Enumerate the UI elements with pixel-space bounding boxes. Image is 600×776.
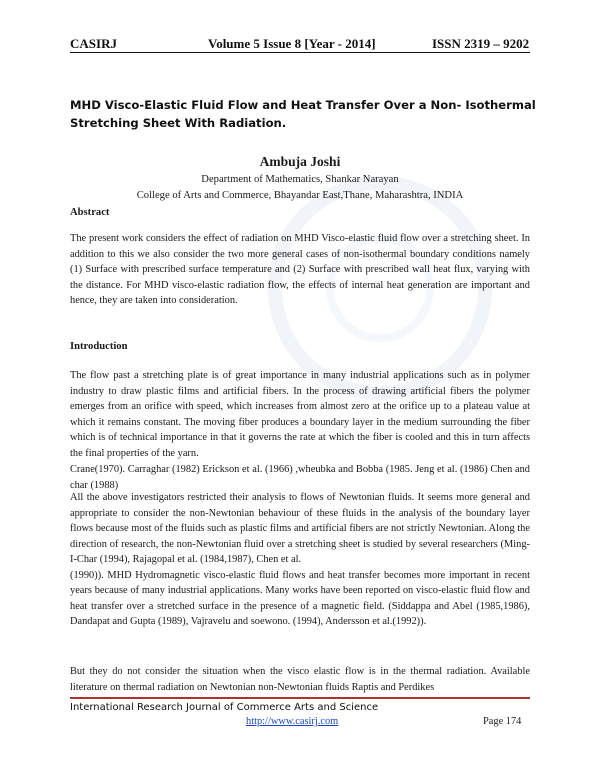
header-volume: Volume 5 Issue 8 [Year - 2014] — [208, 36, 376, 51]
intro-paragraph-1: The flow past a stretching plate is of great importance in many industrial applications such as in polymer industry to draw plastic films and artificial fibers. In the process of drawing artificial fibers the polymer emerges from an orifice with speed, which increases from almost zero at the orifice up to a plateau value at which it remains constant. The moving fiber produces a boundary layer in the medium surrounding the fiber which is of technical importance in that it governs the rate at which the fiber is cooled and this in turn affects the final properties of the yarn. — [70, 370, 530, 459]
running-header — [70, 36, 530, 53]
affiliation-college: College of Arts and Commerce, Bhayandar East,Thane, Maharashtra, INDIA — [136, 190, 464, 201]
abstract-text: The present work considers the effect of radiation on MHD Visco-elastic fluid flow over a stretching sheet. In addition to this we also consider the two more general cases of non-isothermal boundary conditions namely (1) Surface with prescribed surface temperature and (2) Surface with prescribed wall heat flux, varying with the distance. For MHD visco-elastic radiation flow, the effects of internal heat generation are important and hence, they are taken into consideration. — [70, 233, 530, 306]
header-issn: ISSN 2319 – 9202 — [432, 36, 530, 51]
intro-paragraph-4: But they do not consider the situation when the visco elastic flow is in the thermal radiation. Available literature on thermal radiation on Newtonian non-Newtonian fluids Raptis and Perdikes — [70, 666, 530, 693]
abstract-heading: Abstract — [70, 207, 110, 218]
introduction-heading: Introduction — [70, 341, 128, 352]
footer-rule — [70, 697, 530, 699]
author-name: Ambuja Joshi — [259, 154, 341, 169]
paper-title: MHD Visco-Elastic Fluid Flow and Heat Transfer Over a Non- Isothermal Stretching Sheet With Radiation. — [70, 98, 536, 130]
affiliation-department: Department of Mathematics, Shankar Narayan — [201, 174, 399, 185]
footer-journal-name: International Research Journal of Commerce Arts and Science — [70, 702, 379, 713]
header-journal: CASIRJ — [70, 36, 117, 51]
page-number: Page 174 — [483, 716, 522, 727]
intro-paragraph-2: Crane(1970). Carraghar (1982) Erickson et al. (1966) ,wheubka and Bobba (1985. Jeng et al. (1986) Chen and char (1988) — [70, 464, 530, 491]
intro-paragraph-3: All the above investigators restricted their analysis to flows of Newtonian fluids. It seems more general and appropriate to consider the non-Newtonian behaviour of these fluids in the analysis of the boundary layer flows because most of the fluids such as plastic films and artificial fibers are not strictly Newtonian. Along the direction of research, the non-Newtonian fluid over a stretching sheet is studied by several researchers (Ming-I-Char (1994), Rajagopal et al. (1984,1987), Chen et al. (1990)). MHD Hydromagnetic visco-elastic fluid flows and heat transfer becomes more important in recent years because of many industrial applications. Many works have been reported on visco-elastic fluid flow and heat transfer over a stretched surface in the presence of a magnetic field. (Siddappa and Abel (1985,1986), Dandapat and Gupta (1989), Vajravelu and soewono. (1994), Andersson et al.(1992)). — [70, 492, 530, 627]
footer-website-link[interactable]: http://www.casirj.com — [246, 716, 339, 727]
